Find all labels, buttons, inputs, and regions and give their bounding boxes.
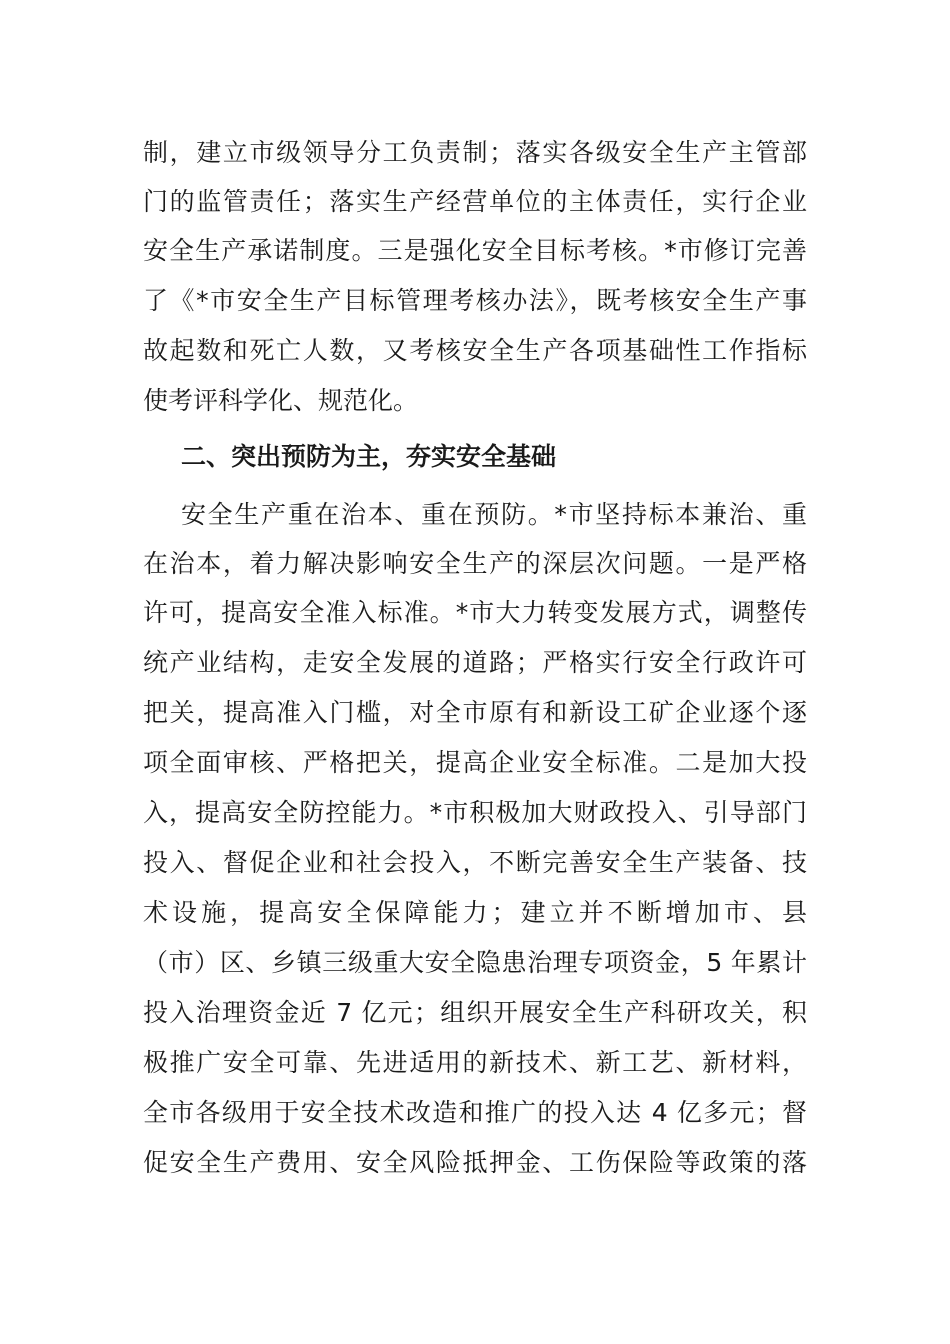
paragraph-line: 在治本，着力解决影响安全生产的深层次问题。一是严格 bbox=[143, 549, 807, 578]
paragraph-line: 了《*市安全生产目标管理考核办法》，既考核安全生产事 bbox=[143, 286, 807, 315]
paragraph-line: 极推广安全可靠、先进适用的新技术、新工艺、新材料， bbox=[143, 1048, 807, 1077]
paragraph-line: 项全面审核、严格把关，提高企业安全标准。二是加大投 bbox=[143, 748, 807, 777]
paragraph-line: 术设施，提高安全保障能力；建立并不断增加市、县 bbox=[143, 898, 807, 927]
paragraph-line: 入，提高安全防控能力。*市积极加大财政投入、引导部门 bbox=[143, 798, 807, 827]
paragraph-line: 许可，提高安全准入标准。*市大力转变发展方式，调整传 bbox=[143, 598, 807, 627]
paragraph-line: 安全生产重在治本、重在预防。*市坚持标本兼治、重 bbox=[181, 500, 807, 529]
paragraph-line: 安全生产承诺制度。三是强化安全目标考核。*市修订完善 bbox=[143, 236, 807, 265]
section-heading: 二、突出预防为主，夯实安全基础 bbox=[181, 442, 557, 471]
paragraph-line: 故起数和死亡人数，又考核安全生产各项基础性工作指标 bbox=[143, 336, 807, 365]
paragraph-line: 统产业结构，走安全发展的道路；严格实行安全行政许可 bbox=[143, 648, 807, 677]
paragraph-line: 全市各级用于安全技术改造和推广的投入达 4 亿多元；督 bbox=[143, 1098, 807, 1127]
paragraph-line: 投入、督促企业和社会投入，不断完善安全生产装备、技 bbox=[143, 848, 807, 877]
paragraph-line: 门的监管责任；落实生产经营单位的主体责任，实行企业 bbox=[143, 187, 807, 216]
paragraph-line: 把关，提高准入门槛，对全市原有和新设工矿企业逐个逐 bbox=[143, 698, 807, 727]
paragraph-line: （市）区、乡镇三级重大安全隐患治理专项资金，5 年累计 bbox=[143, 948, 807, 977]
paragraph-line: 制，建立市级领导分工负责制；落实各级安全生产主管部 bbox=[143, 138, 807, 167]
paragraph-line: 促安全生产费用、安全风险抵押金、工伤保险等政策的落 bbox=[143, 1148, 807, 1177]
paragraph-line: 投入治理资金近 7 亿元；组织开展安全生产科研攻关，积 bbox=[143, 998, 807, 1027]
paragraph-line: 使考评科学化、规范化。 bbox=[143, 386, 419, 415]
